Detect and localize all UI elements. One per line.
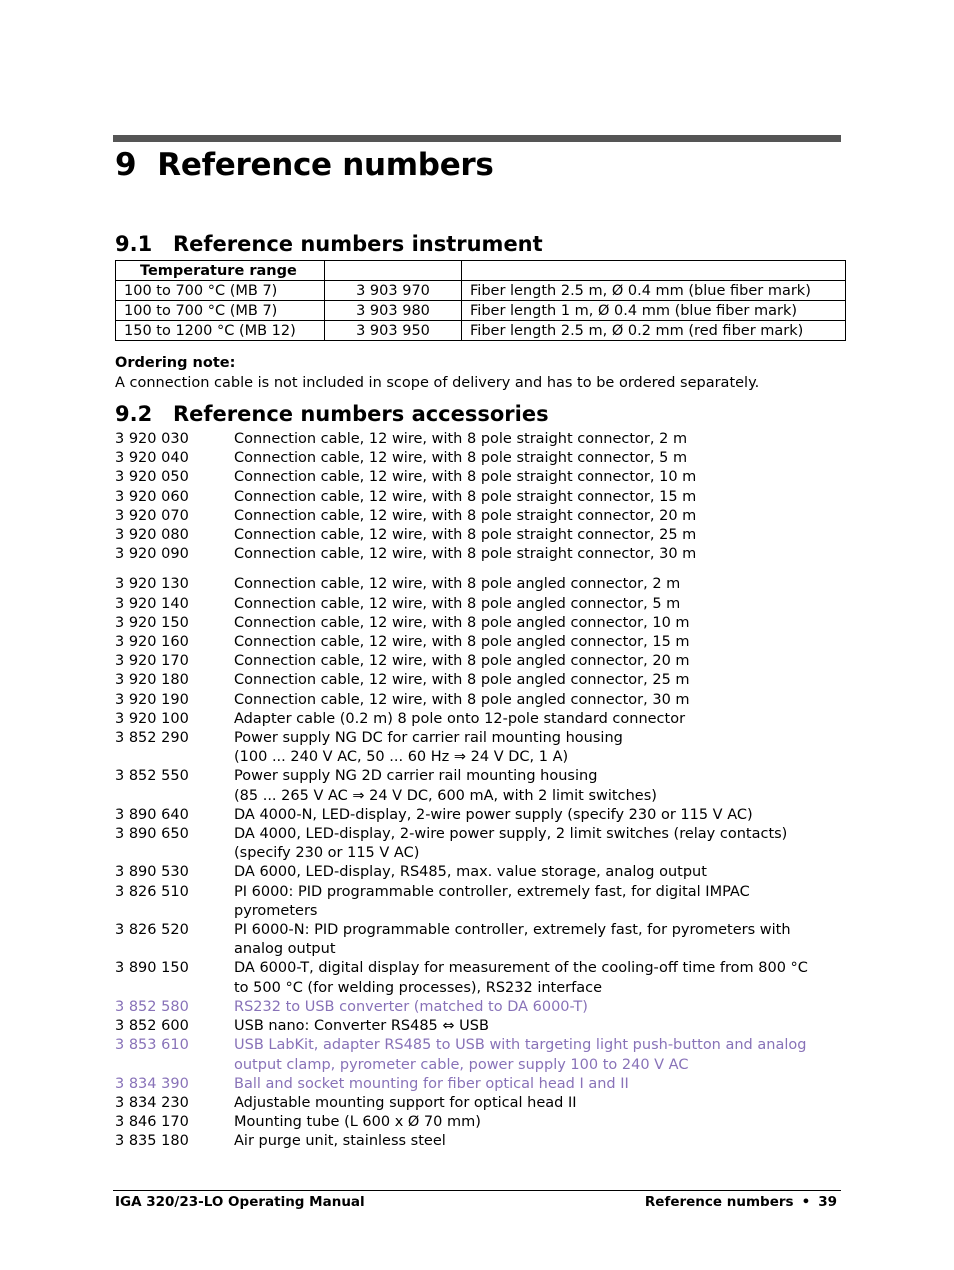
accessory-description [234,488,840,507]
accessory-description [234,921,840,959]
accessory-code: 3 920 040 [115,450,189,467]
accessory-link-row[interactable] [115,1036,840,1074]
accessory-description [234,652,840,671]
section-title: Reference numbers accessories [173,402,549,426]
accessory-description-line: DA 4000-N, LED-display, 2-wire power supply (specify 230 or 115 V AC) [234,806,753,823]
accessory-description-line: Connection cable, 12 wire, with 8 pole angled connector, 30 m [234,691,690,708]
page-number: 39 [818,1194,837,1210]
accessory-description [234,806,840,825]
accessory-code: 3 826 520 [115,922,189,939]
accessory-description [234,710,840,729]
list-item [115,767,840,805]
accessory-description [234,959,840,997]
accessory-code: 3 834 390 [115,1075,189,1092]
accessory-description [234,430,840,449]
accessory-description-line: Connection cable, 12 wire, with 8 pole angled connector, 2 m [234,576,681,593]
accessory-description-line: Connection cable, 12 wire, with 8 pole straight connector, 10 m [234,469,697,486]
accessory-code: 3 920 180 [115,672,189,689]
accessory-code: 3 890 150 [115,960,189,977]
list-item [115,883,840,921]
accessory-code: 3 852 550 [115,768,189,785]
table-header-row [116,261,846,281]
list-item [115,959,840,997]
instrument-reference-table [115,260,846,341]
accessory-description [234,633,840,652]
list-item [115,488,840,507]
chapter-title: Reference numbers [157,147,494,183]
list-item [115,449,840,468]
accessory-description-line: DA 6000-T, digital display for measurement of the cooling-off time from 800 °C [234,960,808,977]
accessory-description-line: PI 6000-N: PID programmable controller, extremely fast, for pyrometers with [234,922,791,939]
list-item [115,545,840,564]
list-item [115,575,840,594]
list-item [115,468,840,487]
list-item [115,1113,840,1132]
accessory-description-line: DA 6000, LED-display, RS485, max. value storage, analog output [234,864,707,881]
list-item [115,652,840,671]
accessory-description [234,468,840,487]
table-cell-range: 100 to 700 °C (MB 7) [116,281,325,301]
list-item [115,507,840,526]
section-heading-accessories [115,402,549,426]
accessory-description-line: PI 6000: PID programmable controller, extremely fast, for digital IMPAC [234,883,750,900]
accessory-description [234,767,840,805]
accessory-description-line: Adjustable mounting support for optical head II [234,1094,577,1111]
accessory-code: 3 920 090 [115,546,189,563]
accessory-code: 3 920 080 [115,527,189,544]
list-item [115,825,840,863]
chapter-heading [115,147,494,183]
section-number: 9.1 [115,232,153,256]
table-cell-range: 150 to 1200 °C (MB 12) [116,321,325,341]
list-item [115,921,840,959]
footer-bullet: • [801,1194,811,1210]
accessory-description [234,691,840,710]
accessory-description-line: Air purge unit, stainless steel [234,1133,446,1150]
accessory-code: 3 834 230 [115,1094,189,1111]
accessory-code: 3 826 510 [115,883,189,900]
accessory-description-line: Connection cable, 12 wire, with 8 pole straight connector, 30 m [234,546,697,563]
accessory-description-line: USB nano: Converter RS485 ⇔ USB [234,1018,489,1035]
accessory-description-line: Connection cable, 12 wire, with 8 pole straight connector, 15 m [234,488,697,505]
accessory-description-line: Connection cable, 12 wire, with 8 pole straight connector, 2 m [234,431,688,447]
accessory-description [234,575,840,594]
accessory-description-line: Connection cable, 12 wire, with 8 pole angled connector, 25 m [234,672,690,689]
accessory-description [234,614,840,633]
accessory-description [234,1113,840,1132]
accessory-description-line: Connection cable, 12 wire, with 8 pole angled connector, 10 m [234,614,690,631]
ordering-note-title: Ordering note: [115,355,236,371]
list-item [115,691,840,710]
accessory-description-line: Power supply NG 2D carrier rail mounting housing [234,768,598,785]
section-title: Reference numbers instrument [173,232,543,256]
list-item [115,1094,840,1113]
list-item [115,1132,840,1151]
accessory-description-line: USB LabKit, adapter RS485 to USB with targeting light push-button and analog [234,1037,807,1054]
table-cell-range: 100 to 700 °C (MB 7) [116,301,325,321]
footer-manual-title: IGA 320/23-LO Operating Manual [115,1194,365,1210]
accessory-code: 3 920 190 [115,691,189,708]
footer-rule [113,1190,841,1191]
accessory-code: 3 890 650 [115,826,189,843]
accessory-description-line: Power supply NG DC for carrier rail mounting housing [234,730,623,747]
accessory-code: 3 835 180 [115,1133,189,1150]
list-item [115,1017,840,1036]
accessory-code: 3 890 640 [115,806,189,823]
accessory-description [234,883,840,921]
accessory-description [234,729,840,767]
accessory-description [234,1132,840,1151]
accessory-link-row[interactable] [115,998,840,1017]
accessory-description [234,863,840,882]
accessory-code: 3 890 530 [115,864,189,881]
table-header-cell [325,261,462,281]
accessory-description [234,595,840,614]
accessory-description [234,1036,840,1074]
accessory-description-line: Connection cable, 12 wire, with 8 pole angled connector, 20 m [234,653,690,670]
list-item [115,671,840,690]
footer-section-name: Reference numbers [644,1194,794,1210]
accessory-description-line: Connection cable, 12 wire, with 8 pole angled connector, 15 m [234,634,690,651]
accessory-description-line: (100 ... 240 V AC, 50 ... 60 Hz ⇒ 24 V DC, 1 A) [234,749,569,766]
accessory-code: 3 920 100 [115,710,189,727]
list-item [115,710,840,729]
table-header-cell: Temperature range [116,261,325,281]
accessory-link-row[interactable] [115,1075,840,1094]
list-item [115,526,840,545]
accessory-code: 3 852 600 [115,1018,189,1035]
accessory-code: 3 920 130 [115,576,189,593]
accessory-description [234,1075,840,1094]
accessory-description-line: Ball and socket mounting for fiber optical head I and II [234,1075,629,1092]
list-item [115,863,840,882]
list-item [115,633,840,652]
accessory-description-line: (85 ... 265 V AC ⇒ 24 V DC, 600 mA, with 2 limit switches) [234,787,657,804]
accessory-description [234,545,840,564]
accessory-description [234,998,840,1017]
accessory-description [234,671,840,690]
accessory-code: 3 920 050 [115,469,189,486]
table-row [116,301,846,321]
accessory-description-line: RS232 to USB converter (matched to DA 6000-T) [234,998,588,1015]
accessory-description-line: Adapter cable (0.2 m) 8 pole onto 12-pole standard connector [234,710,686,727]
accessory-description-line: analog output [234,941,336,958]
table-cell-description: Fiber length 1 m, Ø 0.4 mm (blue fiber mark) [462,301,846,321]
chapter-rule [113,135,841,142]
accessory-description [234,526,840,545]
section-heading-instrument [115,232,543,256]
accessory-description-line: Connection cable, 12 wire, with 8 pole straight connector, 25 m [234,527,697,544]
accessory-description-line: Mounting tube (L 600 x Ø 70 mm) [234,1114,481,1131]
list-item [115,595,840,614]
table-row [116,321,846,341]
accessory-description [234,825,840,863]
accessory-code: 3 920 030 [115,431,189,447]
accessory-code: 3 920 070 [115,507,189,524]
accessory-code: 3 920 170 [115,653,189,670]
accessory-description-line: Connection cable, 12 wire, with 8 pole angled connector, 5 m [234,595,681,612]
accessory-description-line: to 500 °C (for welding processes), RS232 interface [234,979,602,996]
table-cell-description: Fiber length 2.5 m, Ø 0.4 mm (blue fiber mark) [462,281,846,301]
list-item [115,614,840,633]
table-cell-code: 3 903 950 [325,321,462,341]
list-item [115,729,840,767]
accessory-description [234,1017,840,1036]
accessory-description [234,449,840,468]
accessory-code: 3 920 160 [115,634,189,651]
table-cell-code: 3 903 970 [325,281,462,301]
accessory-code: 3 852 290 [115,730,189,747]
accessory-code: 3 853 610 [115,1037,189,1054]
accessory-code: 3 920 060 [115,488,189,505]
accessory-code: 3 852 580 [115,998,189,1015]
accessory-description [234,507,840,526]
footer-page-info [645,1194,837,1210]
table-row [116,281,846,301]
accessory-description-line: pyrometers [234,902,318,919]
list-item [115,430,840,449]
accessory-code: 3 920 140 [115,595,189,612]
accessory-code: 3 846 170 [115,1114,189,1131]
accessory-description-line: Connection cable, 12 wire, with 8 pole straight connector, 20 m [234,507,697,524]
chapter-number: 9 [115,147,137,183]
accessory-description [234,1094,840,1113]
accessory-description-line: Connection cable, 12 wire, with 8 pole straight connector, 5 m [234,450,688,467]
accessory-description-line: DA 4000, LED-display, 2-wire power supply, 2 limit switches (relay contacts) [234,826,788,843]
table-header-cell [462,261,846,281]
section-number: 9.2 [115,402,153,426]
table-cell-code: 3 903 980 [325,301,462,321]
accessory-code: 3 920 150 [115,614,189,631]
accessories-list [115,430,840,1152]
list-item [115,806,840,825]
table-cell-description: Fiber length 2.5 m, Ø 0.2 mm (red fiber mark) [462,321,846,341]
ordering-note-text: A connection cable is not included in scope of delivery and has to be ordered separately. [115,375,760,391]
accessory-description-line: (specify 230 or 115 V AC) [234,845,420,862]
accessory-description-line: output clamp, pyrometer cable, power supply 100 to 240 V AC [234,1056,689,1073]
